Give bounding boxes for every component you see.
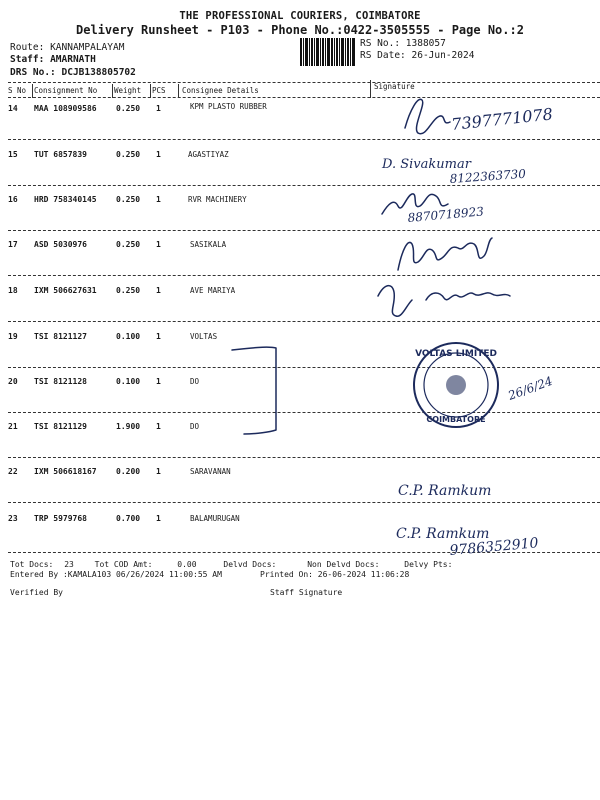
entered-by: Entered By :KAMALA103 06/26/2024 11:00:55 AM bbox=[10, 570, 222, 579]
row-pcs: 1 bbox=[156, 286, 161, 295]
row-consignee: KPM PLASTO RUBBER bbox=[190, 102, 267, 111]
col-pcs: PCS bbox=[152, 86, 166, 95]
row-consignment: TSI 8121127 bbox=[34, 332, 87, 341]
row-consignee: SASIKALA bbox=[190, 240, 227, 249]
verified-by: Verified By bbox=[10, 588, 63, 597]
non-delvd-label: Non Delvd Docs: bbox=[307, 560, 380, 569]
signature-14 bbox=[405, 99, 450, 133]
signature-18b bbox=[426, 293, 510, 300]
row-consignee: AGASTIYAZ bbox=[188, 150, 229, 159]
tot-cod-label: Tot COD Amt: bbox=[94, 560, 153, 569]
row-consignment: ASD 5030976 bbox=[34, 240, 87, 249]
col-consignee: Consignee Details bbox=[182, 86, 259, 95]
row-consignment: MAA 108909586 bbox=[34, 104, 97, 113]
phone-14: 7397771078 bbox=[450, 104, 554, 134]
row-pcs: 1 bbox=[156, 467, 161, 476]
staff-label: Staff: bbox=[10, 54, 45, 65]
row-pcs: 1 bbox=[156, 422, 161, 431]
row-consignee: VOLTAS bbox=[190, 332, 218, 341]
delvd-docs-label: Delvd Docs: bbox=[223, 560, 277, 569]
col-weight: Weight bbox=[114, 86, 142, 95]
bracket-mark bbox=[232, 347, 276, 434]
rs-date-label: RS Date: bbox=[360, 50, 406, 61]
row-pcs: 1 bbox=[156, 514, 161, 523]
row-weight: 0.250 bbox=[116, 286, 141, 295]
row-weight: 0.200 bbox=[116, 467, 141, 476]
row-weight: 0.100 bbox=[116, 332, 141, 341]
rs-no-value: 1388057 bbox=[405, 38, 446, 49]
phone-23: 9786352910 bbox=[448, 535, 540, 559]
row-sno: 21 bbox=[8, 422, 18, 431]
voltas-stamp bbox=[414, 343, 498, 427]
row-consignment: IXM 506618167 bbox=[34, 467, 97, 476]
row-pcs: 1 bbox=[156, 104, 161, 113]
row-consignee: DO bbox=[190, 377, 200, 386]
row-weight: 0.700 bbox=[116, 514, 141, 523]
row-sno: 19 bbox=[8, 332, 18, 341]
row-consignee: SARAVANAN bbox=[190, 467, 231, 476]
signature-18 bbox=[378, 286, 412, 317]
tot-cod-value: 0.00 bbox=[177, 560, 197, 569]
tot-docs-label: Tot Docs: bbox=[10, 560, 54, 569]
drs-value: DCJB138805702 bbox=[61, 67, 136, 78]
staff-signature: Staff Signature bbox=[270, 588, 343, 597]
row-consignment: TUT 6857839 bbox=[34, 150, 87, 159]
row-pcs: 1 bbox=[156, 377, 161, 386]
row-pcs: 1 bbox=[156, 240, 161, 249]
name-23: C.P. Ramkum bbox=[396, 526, 490, 542]
rs-no-label: RS No.: bbox=[360, 38, 401, 49]
col-sno: S No bbox=[8, 86, 27, 95]
row-pcs: 1 bbox=[156, 150, 161, 159]
row-sno: 22 bbox=[8, 467, 18, 476]
delvy-pts-label: Delvy Pts: bbox=[404, 560, 453, 569]
drs-label: DRS No.: bbox=[10, 67, 56, 78]
row-consignment: TSI 8121129 bbox=[34, 422, 87, 431]
row-sno: 17 bbox=[8, 240, 18, 249]
page-title: Delivery Runsheet - P103 - Phone No.:0422-3505555 - Page No.:2 bbox=[76, 23, 524, 37]
row-consignment: TRP 5979768 bbox=[34, 514, 87, 523]
row-sno: 20 bbox=[8, 377, 18, 386]
name-15: D. Sivakumar bbox=[382, 157, 471, 172]
row-weight: 0.250 bbox=[116, 104, 141, 113]
stamp-date: 26/6/24 bbox=[506, 373, 555, 403]
company-name: THE PROFESSIONAL COURIERS, COIMBATORE bbox=[179, 10, 421, 22]
route-label: Route: bbox=[10, 42, 45, 53]
row-pcs: 1 bbox=[156, 195, 161, 204]
route-value: KANNAMPALAYAM bbox=[50, 42, 125, 53]
row-consignee: DO bbox=[190, 422, 200, 431]
row-weight: 0.250 bbox=[116, 240, 141, 249]
row-weight: 1.900 bbox=[116, 422, 141, 431]
row-consignment: HRD 758340145 bbox=[34, 195, 97, 204]
rs-date-value: 26-Jun-2024 bbox=[411, 50, 475, 61]
stamp-city: COIMBATORE bbox=[426, 415, 486, 424]
row-sno: 23 bbox=[8, 514, 18, 523]
tot-docs-value: 23 bbox=[64, 560, 74, 569]
footer-totals bbox=[10, 560, 452, 569]
row-consignee: RVR MACHINERY bbox=[188, 195, 247, 204]
signature-17 bbox=[398, 238, 492, 270]
row-pcs: 1 bbox=[156, 332, 161, 341]
stamp-text: VOLTAS LIMITED bbox=[415, 349, 497, 359]
row-weight: 0.250 bbox=[116, 150, 141, 159]
row-sno: 14 bbox=[8, 104, 18, 113]
col-consignment: Consignment No bbox=[34, 86, 98, 95]
row-consignee: AVE MARIYA bbox=[190, 286, 236, 295]
row-sno: 15 bbox=[8, 150, 18, 159]
row-weight: 0.100 bbox=[116, 377, 141, 386]
printed-on: Printed On: 26-06-2024 11:06:28 bbox=[260, 570, 410, 579]
staff-value: AMARNATH bbox=[50, 54, 96, 65]
phone-16: 8870718923 bbox=[407, 204, 485, 225]
row-sno: 18 bbox=[8, 286, 18, 295]
phone-15: 8122363730 bbox=[449, 166, 527, 186]
col-signature: Signature bbox=[374, 82, 415, 91]
row-consignee: BALAMURUGAN bbox=[190, 514, 240, 523]
row-consignment: IXM 506627631 bbox=[34, 286, 97, 295]
row-weight: 0.250 bbox=[116, 195, 141, 204]
row-consignment: TSI 8121128 bbox=[34, 377, 87, 386]
row-sno: 16 bbox=[8, 195, 18, 204]
name-22: C.P. Ramkum bbox=[398, 483, 492, 499]
